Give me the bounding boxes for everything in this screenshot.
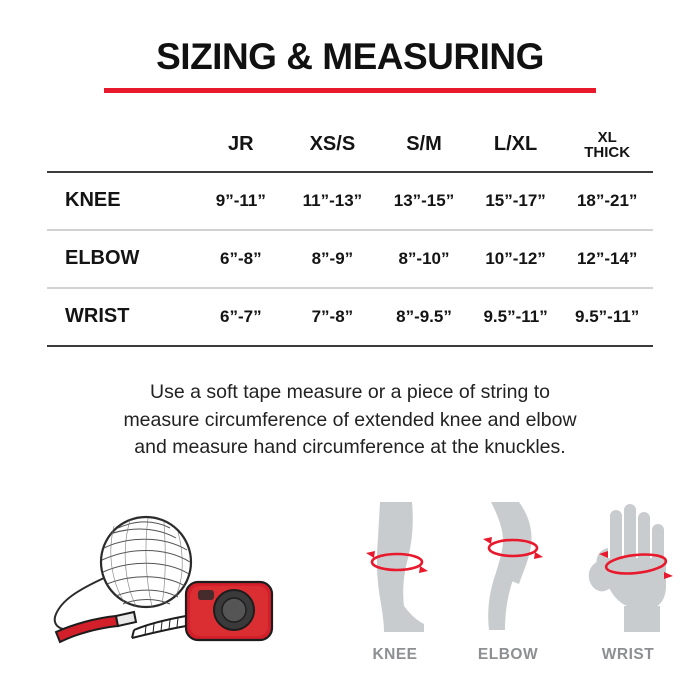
- cell-wrist-xl-thick: 9.5”-11”: [561, 288, 653, 346]
- cell-elbow-s-m: 8”-10”: [378, 230, 470, 288]
- cell-elbow-xs-s: 8”-9”: [287, 230, 379, 288]
- table-row: [47, 230, 653, 288]
- instructions-line-3: and measure hand circumference at the knuckles.: [134, 436, 566, 459]
- leg-icon: [340, 502, 450, 637]
- illustrations-area: [0, 498, 700, 698]
- elbow-caption: ELBOW: [477, 646, 539, 663]
- knee-caption: KNEE: [372, 646, 418, 663]
- cell-elbow-xl-thick: 12”-14”: [561, 230, 653, 288]
- instructions-text: [40, 379, 660, 462]
- column-header-l-xl: L/XL: [470, 119, 562, 172]
- table-row: [47, 288, 653, 346]
- size-table: [47, 119, 653, 347]
- measuring-tools-illustration: [38, 504, 298, 669]
- cell-knee-jr: 9”-11”: [195, 172, 287, 230]
- knee-illustration: [340, 502, 450, 664]
- cell-knee-l-xl: 15”-17”: [470, 172, 562, 230]
- instructions-line-1: Use a soft tape measure or a piece of string to: [150, 380, 550, 403]
- column-header-xl-thick-line2: THICK: [584, 143, 631, 161]
- cell-knee-xs-s: 11”-13”: [287, 172, 379, 230]
- cell-wrist-xs-s: 7”-8”: [287, 288, 379, 346]
- column-header-xl-thick-text: [561, 130, 653, 160]
- table-header-row: [47, 119, 653, 172]
- cell-knee-xl-thick: 18”-21”: [561, 172, 653, 230]
- size-table-wrapper: [47, 119, 653, 347]
- cell-wrist-s-m: 8”-9.5”: [378, 288, 470, 346]
- table-corner-cell: [47, 119, 195, 172]
- page-title: SIZING & MEASURING: [156, 36, 544, 77]
- size-table-head: [47, 119, 653, 172]
- wrist-illustration: [568, 502, 688, 664]
- arm-icon: [453, 502, 563, 637]
- row-header-wrist: WRIST: [47, 288, 195, 346]
- instructions-line-2: measure circumference of extended knee and elbow: [123, 408, 577, 431]
- column-header-xs-s: XS/S: [287, 119, 379, 172]
- cell-elbow-l-xl: 10”-12”: [470, 230, 562, 288]
- column-header-xl-thick-line1: XL: [597, 128, 617, 146]
- column-header-xl-thick: [561, 119, 653, 172]
- string-and-tape-measure-icon: [38, 504, 298, 664]
- row-header-elbow: ELBOW: [47, 230, 195, 288]
- size-table-body: [47, 172, 653, 346]
- column-header-jr: JR: [195, 119, 287, 172]
- table-row: [47, 172, 653, 230]
- cell-knee-s-m: 13”-15”: [378, 172, 470, 230]
- elbow-illustration: [453, 502, 563, 664]
- wrist-caption: WRIST: [601, 646, 655, 663]
- title-block: [0, 0, 700, 93]
- row-header-knee: KNEE: [47, 172, 195, 230]
- cell-elbow-jr: 6”-8”: [195, 230, 287, 288]
- title-underline-rule: [104, 88, 596, 93]
- hand-icon: [568, 502, 688, 637]
- cell-wrist-l-xl: 9.5”-11”: [470, 288, 562, 346]
- column-header-s-m: S/M: [378, 119, 470, 172]
- cell-wrist-jr: 6”-7”: [195, 288, 287, 346]
